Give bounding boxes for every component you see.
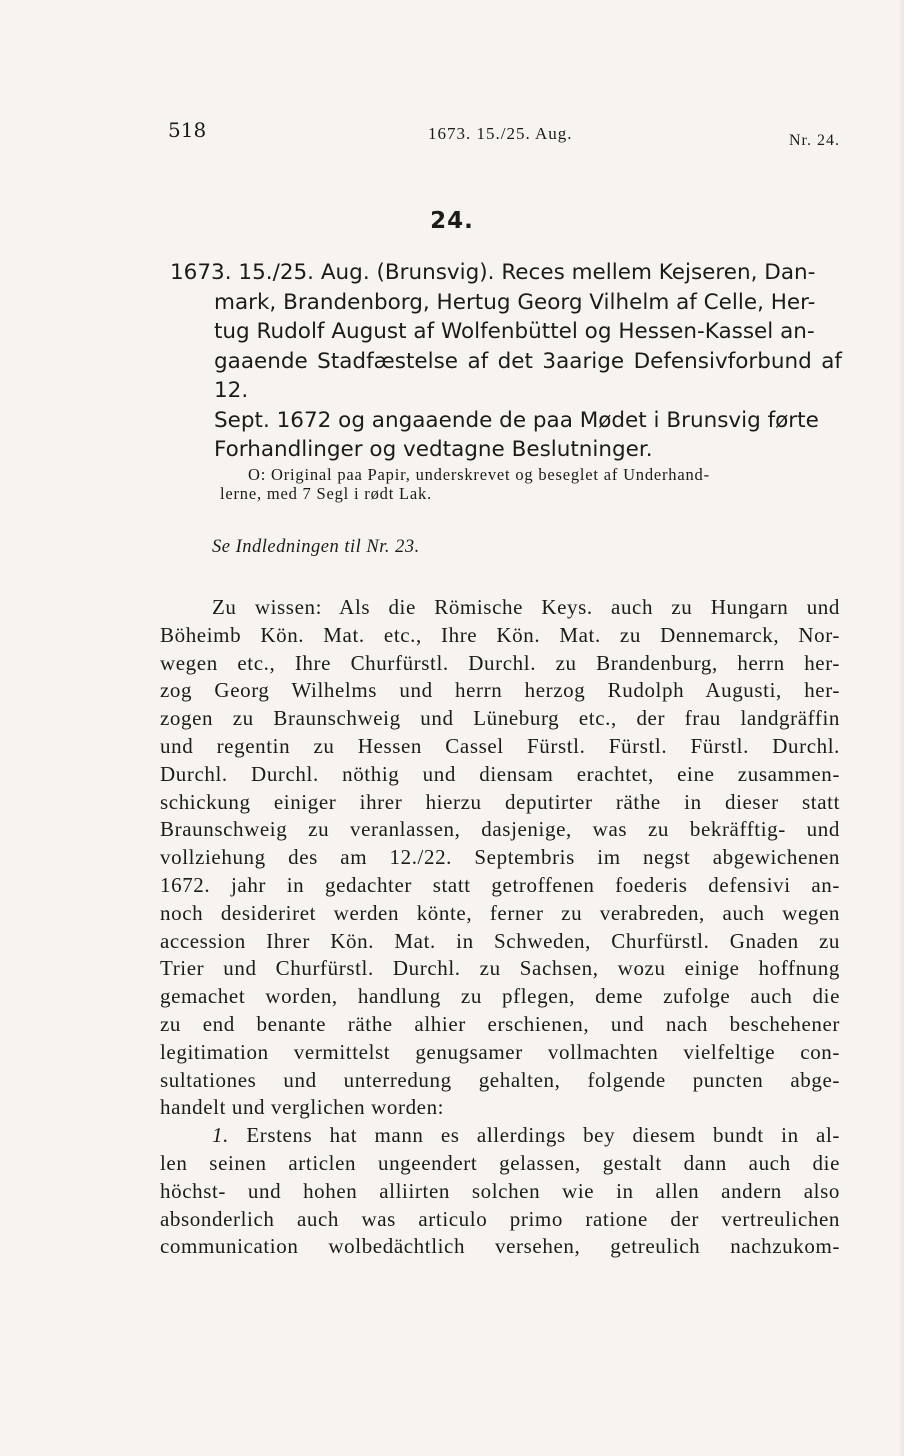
text-line: absonderlich auch was articulo primo ratione der vertreulichen (160, 1206, 840, 1231)
text-line: und regentin zu Hessen Cassel Fürstl. Fürstl. Fürstl. Durchl. (160, 733, 840, 758)
text-line: legitimation vermittelst genugsamer vollmachten vielfeltige con- (160, 1039, 840, 1064)
text-line: 1672. jahr in gedachter statt getroffenen foederis defensivi an- (160, 872, 840, 897)
body-text (160, 594, 840, 1261)
cross-reference: Se Indledningen til Nr. 23. (212, 537, 420, 557)
text-line: gemachet worden, handlung zu pflegen, deme zufolge auch die (160, 984, 840, 1009)
text-line: zog Georg Wilhelms und herrn herzog Rudolph Augusti, her- (160, 678, 840, 703)
text-line: Braunschweig zu veranlassen, dasjenige, was zu bekräfftig- und (160, 817, 840, 842)
document-number: 24. (430, 208, 474, 234)
text-line: wegen etc., Ihre Churfürstl. Durchl. zu Brandenburg, herrn her- (160, 650, 840, 675)
text-line: handelt und verglichen worden: (160, 1095, 445, 1120)
text-line: Böheimb Kön. Mat. etc., Ihre Kön. Mat. zu Dennemarck, Nor- (160, 622, 840, 647)
text-line: schickung einiger ihrer hierzu deputirter räthe in dieser statt (160, 789, 840, 814)
text-line: sultationes und unterredung gehalten, folgende puncten abge- (160, 1067, 840, 1092)
text-line: höchst- und hohen alliirten solchen wie in allen andern also (160, 1178, 840, 1203)
running-head: 1673. 15./25. Aug. (428, 124, 573, 143)
source-line: lerne, med 7 Segl i rødt Lak. (220, 484, 432, 503)
text-line: accession Ihrer Kön. Mat. in Schweden, Churfürstl. Gnaden zu (160, 928, 840, 953)
page-number: 518 (168, 118, 207, 142)
text-line: zogen zu Braunschweig und Lüneburg etc., der frau landgräffin (160, 706, 840, 731)
source-note (220, 465, 848, 503)
summary-line: Sept. 1672 og angaaende de paa Mødet i Brunsvig førte (214, 407, 819, 433)
text-line: len seinen articlen ungeendert gelassen, gestalt dann auch die (160, 1150, 840, 1175)
page-header (160, 118, 850, 152)
text-line: Zu wissen: Als die Römische Keys. auch zu Hungarn und (212, 595, 840, 619)
summary-line: Forhandlinger og vedtagne Beslutninger. (214, 437, 653, 462)
text-line: vollziehung des am 12./22. Septembris im negst abgewichenen (160, 845, 840, 870)
text-line: noch desideriret werden könte, ferner zu verabreden, auch wegen (160, 900, 840, 925)
summary-line: tug Rudolf August af Wolfenbüttel og Hessen-Kassel an- (214, 319, 815, 344)
document-summary (170, 258, 842, 465)
document-reference: Nr. 24. (789, 132, 840, 149)
text-line (160, 1122, 840, 1150)
text-line: communication wolbedächtlich versehen, getreulich nachzukom- (160, 1234, 840, 1259)
text-line: zu end benante räthe alhier erschienen, und nach beschehener (160, 1011, 840, 1036)
text-line: Durchl. Durchl. nöthig und diensam erachtet, eine zusammen- (160, 761, 840, 786)
text-line: Trier und Churfürstl. Durchl. zu Sachsen, wozu einige hoffnung (160, 956, 840, 981)
source-line: O: Original paa Papir, underskrevet og beseglet af Underhand- (248, 465, 710, 484)
summary-line: mark, Brandenborg, Hertug Georg Vilhelm af Celle, Her- (214, 289, 816, 315)
summary-line: 1673. 15./25. Aug. (Brunsvig). Reces mellem Kejseren, Dan- (170, 260, 816, 285)
summary-line: gaaende Stadfæstelse af det 3aarige Defensivforbund af 12. (214, 348, 842, 403)
article-number: 1. (212, 1123, 229, 1148)
article-text: Erstens hat mann es allerdings bey diesem bundt in al- (246, 1123, 840, 1148)
